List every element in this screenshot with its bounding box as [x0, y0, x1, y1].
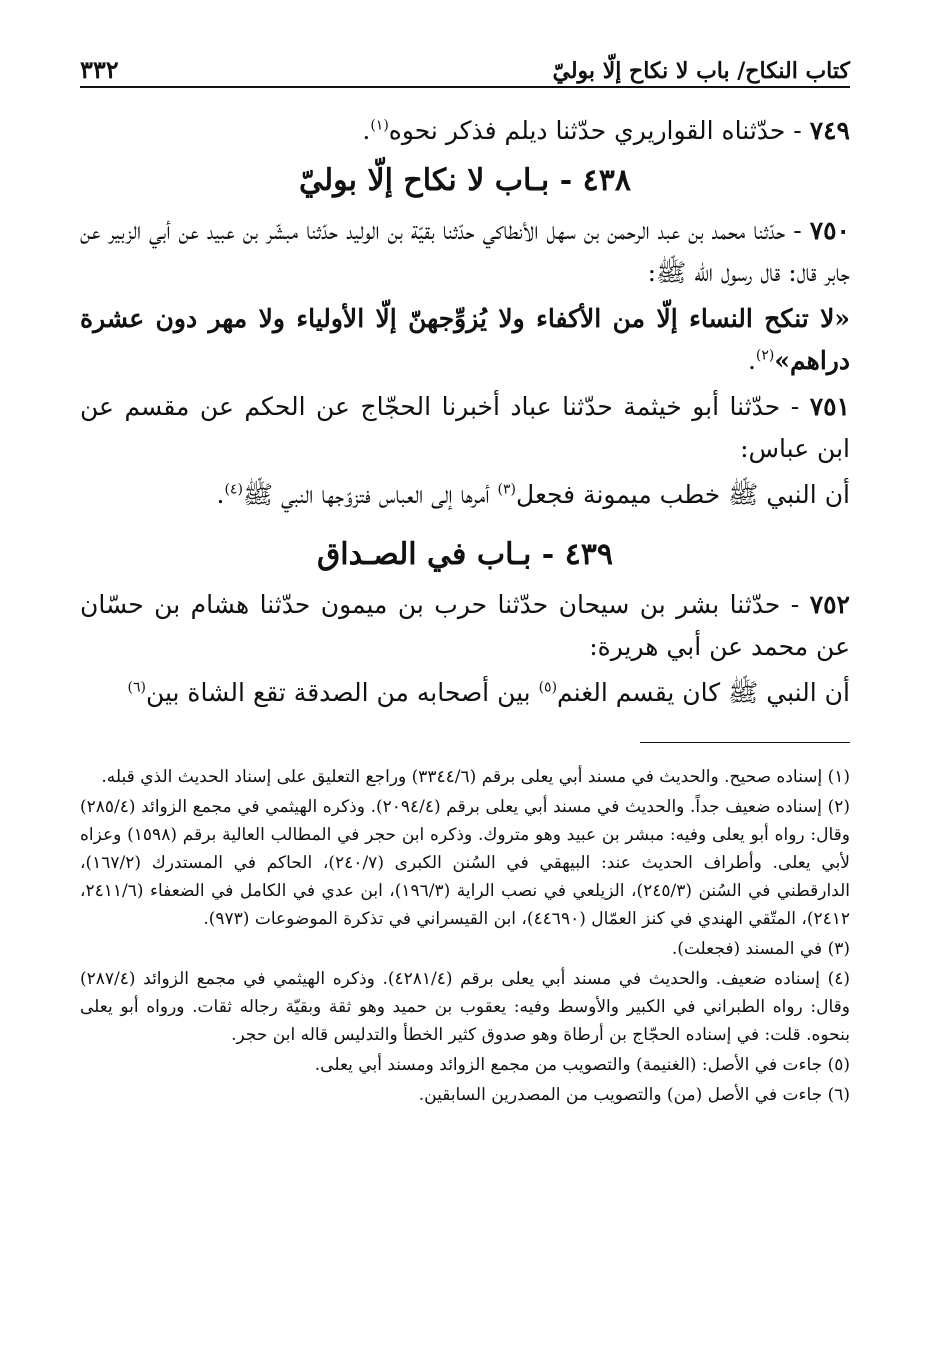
footnote-ref: (٣): [497, 481, 517, 498]
hadith-isnad: - حدّثنا محمد بن عبد الرحمن بن سهل الأنطاكي حدّثنا بقيّة بن الوليد حدّثنا مبشّر بن عبيد عن أبي الزبير عن جابر قال: قال رسول الله ﷺ:: [80, 216, 850, 287]
hadith-isnad: - حدّثنا بشر بن سيحان حدّثنا حرب بن ميمون حدّثنا هشام بن حسّان عن محمد عن أبي هريرة:: [80, 590, 850, 661]
footnote-marker: (٥): [827, 1055, 850, 1075]
footnote-marker: (١): [827, 767, 850, 787]
hadith-750-matn: [80, 298, 850, 382]
hadith-number: ٧٥٢: [809, 590, 850, 619]
footnote-marker: (٤): [827, 969, 850, 989]
footnote-text: في المسند (فجعلت).: [671, 939, 823, 959]
footnote-ref: (١): [370, 117, 389, 134]
footnotes: [80, 763, 850, 1109]
footnote-5: [80, 1051, 850, 1079]
chapter-heading-439: ٤٣٩ - بـاب في الصـداق: [316, 537, 614, 572]
book-page: [80, 40, 850, 1330]
running-header: [80, 40, 850, 88]
hadith-text: - حدّثناه القواريري حدّثنا ديلم فذكر نحوه: [388, 116, 802, 145]
hadith-matn-cont: أمرها إلى العباس فتزوّجها النبي ﷺ: [242, 480, 490, 509]
hadith-matn-cont: بين أصحابه من الصدقة تقع الشاة بين: [145, 678, 531, 707]
main-text: [80, 110, 850, 714]
footnote-marker: (٦): [827, 1085, 850, 1105]
footnote-ref: (٢): [755, 347, 775, 364]
hadith-matn: أن النبي ﷺ خطب ميمونة فجعل: [516, 480, 850, 509]
footnote-text: إسناده ضعيف جداً. والحديث في مسند أبي يعلى برقم (٢٠٩٤/٤). وذكره الهيثمي في مجمع الزوائد (٢٨٥/٤) وقال: رواه أبو يعلى وفيه: مبشر بن عبيد وهو متروك. وذكره ابن حجر في المطالب العالية برقم (١٥٩٨) وعزاه لأبي يعلى. وأطراف الحديث عند: البيهقي في السُنن الكبرى (٢٤٠/٧)، الحاكم في المستدرك (١٦٧/٢)، الدارقطني في السُنن (٢٤٥/٣)، الزيلعي في نصب الراية (١٩٦/٣)، ابن عدي في الكامل في الضعفاء (٢٤١١/٦، ٢٤١٢)، المتّقي الهندي في كنز العمّال (٤٤٦٩٠)، ابن القيسراني في تذكرة الموضوعات (٩٧٣).: [80, 797, 851, 929]
punctuation: .: [747, 346, 756, 375]
hadith-751-matn: [80, 474, 850, 516]
footnote-text: جاءت في الأصل: (الغنيمة) والتصويب من مجمع الزوائد ومسند أبي يعلى.: [314, 1055, 823, 1075]
footnote-2: [80, 793, 850, 933]
footnote-ref: (٤): [224, 481, 243, 498]
punctuation: .: [362, 116, 371, 145]
footnote-3: [80, 935, 850, 963]
footnote-ref: (٦): [127, 679, 146, 696]
hadith-isnad: - حدّثنا أبو خيثمة حدّثنا عباد أخبرنا الحجّاج عن الحكم عن مقسم عن ابن عباس:: [80, 392, 850, 463]
hadith-number: ٧٥١: [809, 392, 850, 421]
footnote-4: [80, 965, 850, 1049]
page-number: ٣٣٢: [80, 55, 119, 84]
hadith-751: [80, 386, 850, 470]
running-title: كتاب النكاح/ باب لا نكاح إلّا بوليّ: [552, 58, 850, 84]
hadith-750: [80, 210, 850, 294]
footnote-text: جاءت في الأصل (من) والتصويب من المصدرين السابقين.: [418, 1085, 823, 1105]
footnote-text: إسناده ضعيف. والحديث في مسند أبي يعلى برقم (٤٢٨١/٤). وذكره الهيثمي في مجمع الزوائد (٢٨٧/٤) وقال: رواه الطبراني في الكبير والأوسط وفيه: يعقوب بن حميد وهو ثقة وبقيّة رجاله ثقات. ورواه أبو يعلى بنحوه. قلت: في إسناده الحجّاج بن أرطاة وهو صدوق كثير الخطأ والتدليس قاله ابن حجر.: [80, 969, 850, 1045]
footnote-ref: (٥): [538, 679, 558, 696]
punctuation: .: [216, 480, 225, 509]
hadith-number: ٧٥٠: [809, 216, 850, 245]
hadith-752-matn: [80, 672, 850, 714]
footnote-marker: (٣): [827, 939, 850, 959]
footnote-text: إسناده صحيح. والحديث في مسند أبي يعلى برقم (٣٣٤٤/٦) وراجع التعليق على إسناد الحديث الذي قبله.: [101, 767, 823, 787]
hadith-matn: أن النبي ﷺ كان يقسم الغنم: [557, 678, 850, 707]
hadith-749: [80, 110, 850, 152]
hadith-752: [80, 584, 850, 668]
footnote-separator: [640, 742, 850, 743]
chapter-heading-438: ٤٣٨ - بـاب لا نكاح إلّا بوليّ: [299, 163, 631, 198]
footnote-6: [80, 1081, 850, 1109]
hadith-number: ٧٤٩: [809, 116, 850, 145]
hadith-matn: «لا تنكح النساء إلّا من الأكفاء ولا يُزوِّجهنّ إلّا الأولياء ولا مهر دون عشرة دراهم»: [80, 304, 850, 375]
footnote-1: [80, 763, 850, 791]
footnote-marker: (٢): [827, 797, 851, 817]
